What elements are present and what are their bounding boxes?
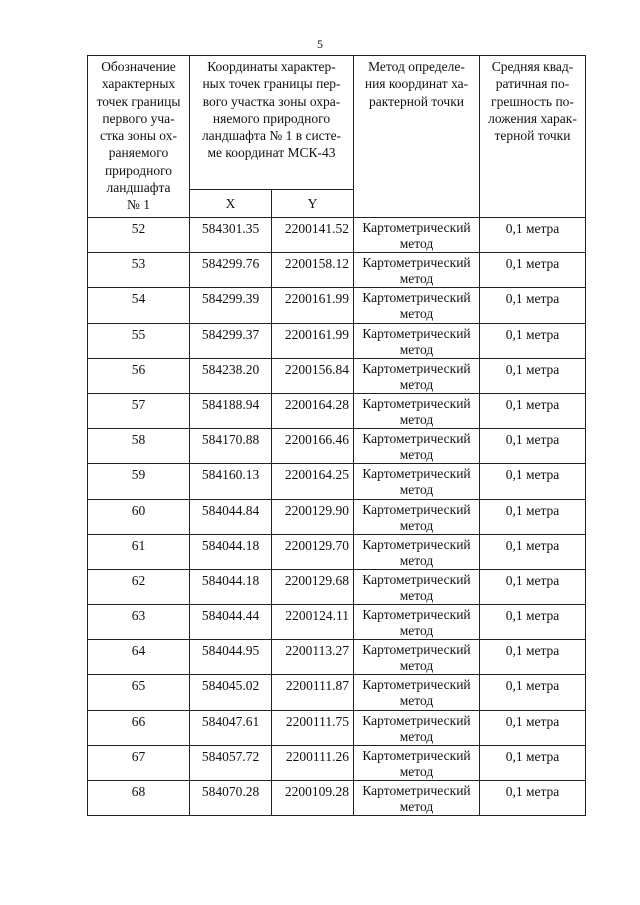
header-error-lines [480, 58, 585, 144]
cell-y: 2200129.70 [272, 534, 354, 569]
method-line: метод [399, 411, 434, 427]
cell-point: 54 [88, 288, 190, 323]
cell-method [354, 253, 480, 288]
cell-method [354, 675, 480, 710]
cell-method [354, 218, 480, 253]
cell-point: 62 [88, 569, 190, 604]
cell-x: 584238.20 [190, 358, 272, 393]
cell-method [354, 358, 480, 393]
method-line: метод [399, 236, 434, 251]
method-line: Картометрический [362, 431, 471, 447]
header-line: Средняя квад- [491, 59, 574, 74]
method-line: Картометрический [362, 747, 471, 763]
method-line: метод [399, 271, 434, 287]
cell-x: 584299.39 [190, 288, 272, 323]
method-line: метод [399, 482, 434, 498]
cell-point: 61 [88, 534, 190, 569]
cell-method [354, 745, 480, 780]
cell-error: 0,1 метра [480, 781, 586, 816]
cell-point: 55 [88, 323, 190, 358]
cell-error: 0,1 метра [480, 218, 586, 253]
cell-method [354, 464, 480, 499]
method-line: Картометрический [362, 395, 471, 411]
cell-method [354, 429, 480, 464]
cell-error: 0,1 метра [480, 429, 586, 464]
table-row [88, 675, 586, 710]
cell-error: 0,1 метра [480, 745, 586, 780]
cell-x: 584070.28 [190, 781, 272, 816]
cell-method [354, 393, 480, 428]
method-line: Картометрический [362, 571, 471, 587]
table-row [88, 781, 586, 816]
cell-point: 56 [88, 358, 190, 393]
header-line: ратичная по- [495, 76, 570, 92]
cell-error: 0,1 метра [480, 534, 586, 569]
cell-error: 0,1 метра [480, 393, 586, 428]
cell-method [354, 640, 480, 675]
method-line: метод [399, 799, 434, 814]
cell-error: 0,1 метра [480, 253, 586, 288]
method-line: метод [399, 376, 434, 392]
method-line: Картометрический [362, 360, 471, 376]
header-line: природного [104, 162, 173, 178]
table-row [88, 710, 586, 745]
cell-x: 584045.02 [190, 675, 272, 710]
cell-point: 53 [88, 253, 190, 288]
cell-y: 2200124.11 [272, 605, 354, 640]
cell-x: 584044.18 [190, 569, 272, 604]
method-line: метод [399, 693, 434, 709]
header-line: характерных [101, 76, 176, 92]
method-line: метод [399, 763, 434, 779]
cell-point: 57 [88, 393, 190, 428]
method-line: метод [399, 587, 434, 603]
cell-point: 65 [88, 675, 190, 710]
method-line: Картометрический [362, 466, 471, 482]
method-line: метод [399, 552, 434, 568]
header-method-lines [354, 58, 479, 110]
cell-y: 2200129.90 [272, 499, 354, 534]
cell-y: 2200164.28 [272, 393, 354, 428]
table-row [88, 393, 586, 428]
cell-y: 2200156.84 [272, 358, 354, 393]
header-line: ландшафта № 1 в систе- [201, 128, 342, 144]
header-line: вого участка зоны охра- [202, 93, 341, 109]
header-line: стка зоны ох- [100, 128, 177, 144]
cell-point: 52 [88, 218, 190, 253]
cell-point: 60 [88, 499, 190, 534]
header-line: № 1 [126, 197, 150, 213]
header-line: рактерной точки [368, 93, 465, 109]
method-line: Картометрический [362, 677, 471, 693]
header-line: ния координат ха- [364, 76, 469, 92]
cell-x: 584044.18 [190, 534, 272, 569]
header-line: Координаты характер- [207, 59, 336, 74]
cell-x: 584301.35 [190, 218, 272, 253]
cell-y: 2200111.26 [272, 745, 354, 780]
method-line: Картометрический [362, 290, 471, 306]
cell-method [354, 605, 480, 640]
header-line: первого уча- [102, 110, 175, 126]
cell-x: 584299.76 [190, 253, 272, 288]
cell-point: 68 [88, 781, 190, 816]
cell-point: 67 [88, 745, 190, 780]
cell-method [354, 781, 480, 816]
method-line: Картометрический [362, 255, 471, 271]
coordinates-table [87, 55, 586, 816]
cell-x: 584188.94 [190, 393, 272, 428]
header-y: Y [272, 190, 354, 218]
table-row [88, 358, 586, 393]
cell-method [354, 288, 480, 323]
method-line: метод [399, 306, 434, 322]
cell-method [354, 534, 480, 569]
table-row [88, 464, 586, 499]
table-row [88, 288, 586, 323]
cell-point: 64 [88, 640, 190, 675]
table-row [88, 640, 586, 675]
header-line: ных точек границы пер- [202, 76, 341, 92]
cell-y: 2200129.68 [272, 569, 354, 604]
cell-y: 2200166.46 [272, 429, 354, 464]
cell-y: 2200109.28 [272, 781, 354, 816]
cell-method [354, 323, 480, 358]
header-coordinates-lines [190, 58, 353, 162]
cell-x: 584170.88 [190, 429, 272, 464]
cell-x: 584047.61 [190, 710, 272, 745]
cell-x: 584044.84 [190, 499, 272, 534]
cell-y: 2200158.12 [272, 253, 354, 288]
cell-x: 584160.13 [190, 464, 272, 499]
table-row [88, 605, 586, 640]
table-row [88, 429, 586, 464]
method-line: Картометрический [362, 642, 471, 658]
cell-error: 0,1 метра [480, 358, 586, 393]
cell-x: 584044.95 [190, 640, 272, 675]
table-row [88, 253, 586, 288]
page-number: 5 [317, 37, 323, 51]
cell-error: 0,1 метра [480, 710, 586, 745]
header-line: ландшафта [106, 180, 171, 196]
header-line: Обозначение [101, 59, 176, 74]
table-row [88, 218, 586, 253]
method-line: метод [399, 447, 434, 463]
cell-error: 0,1 метра [480, 323, 586, 358]
method-line: Картометрический [362, 536, 471, 552]
method-line: метод [399, 341, 434, 357]
cell-point: 58 [88, 429, 190, 464]
cell-point: 59 [88, 464, 190, 499]
header-point-designation-lines [88, 58, 189, 214]
cell-y: 2200113.27 [272, 640, 354, 675]
method-line: Картометрический [362, 607, 471, 623]
method-line: метод [399, 658, 434, 674]
header-line: точек границы [96, 93, 181, 109]
header-error [480, 56, 586, 218]
method-line: Картометрический [362, 220, 471, 235]
method-line: метод [399, 623, 434, 639]
cell-method [354, 710, 480, 745]
header-line: ложения харак- [488, 110, 577, 126]
header-point-designation [88, 56, 190, 218]
table-row [88, 745, 586, 780]
cell-y: 2200161.99 [272, 323, 354, 358]
cell-error: 0,1 метра [480, 464, 586, 499]
header-line: Метод определе- [368, 59, 465, 74]
cell-error: 0,1 метра [480, 569, 586, 604]
cell-y: 2200164.25 [272, 464, 354, 499]
cell-y: 2200141.52 [272, 218, 354, 253]
cell-method [354, 569, 480, 604]
cell-y: 2200161.99 [272, 288, 354, 323]
header-method [354, 56, 480, 218]
cell-error: 0,1 метра [480, 605, 586, 640]
header-line: ме координат МСК-43 [207, 145, 336, 161]
method-line: Картометрический [362, 325, 471, 341]
header-line: грешность по- [491, 93, 574, 109]
header-x: X [190, 190, 272, 218]
cell-point: 66 [88, 710, 190, 745]
cell-error: 0,1 метра [480, 288, 586, 323]
method-line: метод [399, 728, 434, 744]
table-row [88, 499, 586, 534]
method-line: Картометрический [362, 783, 471, 798]
method-line: Картометрический [362, 712, 471, 728]
cell-x: 584057.72 [190, 745, 272, 780]
cell-x: 584044.44 [190, 605, 272, 640]
table-row [88, 569, 586, 604]
method-line: Картометрический [362, 501, 471, 517]
cell-y: 2200111.87 [272, 675, 354, 710]
header-coordinates [190, 56, 354, 190]
header-line: няемого природного [212, 110, 331, 126]
cell-point: 63 [88, 605, 190, 640]
cell-error: 0,1 метра [480, 675, 586, 710]
header-line: раняемого [108, 145, 169, 161]
method-line: метод [399, 517, 434, 533]
cell-error: 0,1 метра [480, 640, 586, 675]
cell-error: 0,1 метра [480, 499, 586, 534]
table-row [88, 534, 586, 569]
cell-x: 584299.37 [190, 323, 272, 358]
cell-y: 2200111.75 [272, 710, 354, 745]
table-row [88, 323, 586, 358]
table-body [88, 218, 586, 816]
cell-method [354, 499, 480, 534]
header-line: терной точки [494, 128, 571, 144]
